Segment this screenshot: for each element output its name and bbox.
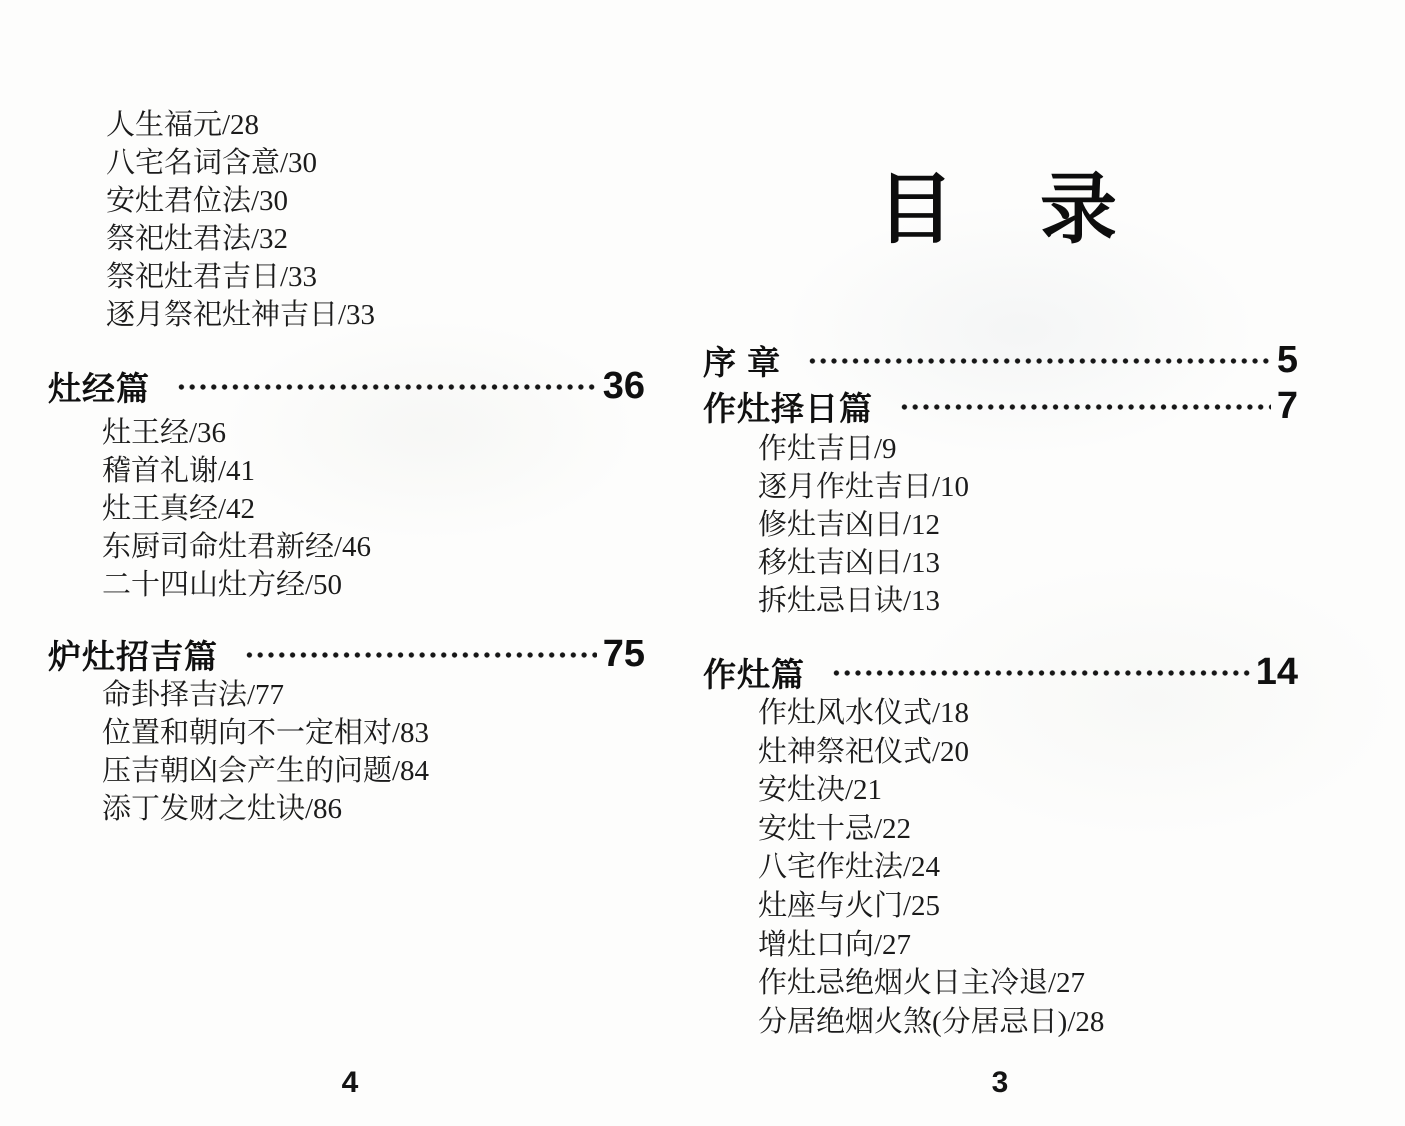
toc-entry: 八宅名词含意/30	[106, 147, 318, 179]
section-page-number: 5	[1276, 339, 1298, 381]
toc-entry: 位置和朝向不一定相对/83	[102, 717, 430, 749]
toc-entry: 分居绝烟火煞(分居忌日)/28	[758, 1005, 1105, 1038]
section-header-row	[48, 631, 645, 677]
toc-entry: 祭祀灶君吉日/33	[106, 261, 318, 293]
section-title: 作灶择日篇	[703, 389, 873, 427]
section-page-number: 75	[602, 633, 645, 675]
toc-entry: 拆灶忌日诀/13	[758, 585, 941, 617]
toc-entry: 安灶十忌/22	[758, 812, 912, 845]
section-title: 序 章	[703, 343, 782, 381]
section-header-row	[703, 649, 1298, 695]
toc-entry: 移灶吉凶日/13	[758, 547, 941, 579]
toc-entry: 二十四山灶方经/50	[102, 569, 343, 601]
dot-leader	[831, 665, 1250, 681]
toc-entry: 添丁发财之灶诀/86	[102, 793, 343, 825]
toc-entry: 逐月祭祀灶神吉日/33	[106, 299, 376, 331]
toc-entry: 作灶风水仪式/18	[758, 697, 970, 729]
toc-entry: 八宅作灶法/24	[758, 851, 941, 884]
section-title: 灶经篇	[48, 369, 150, 407]
toc-entry: 修灶吉凶日/12	[758, 509, 941, 541]
folio-page-number-left: 4	[341, 1066, 359, 1099]
section-item-list	[758, 694, 1104, 1041]
section-header-row	[703, 337, 1298, 383]
section-item-list	[758, 430, 969, 620]
toc-entry: 人生福元/28	[106, 109, 260, 141]
section-item-list	[102, 676, 429, 828]
toc-main-title: 目录	[877, 167, 1203, 253]
toc-entry: 东厨司命灶君新经/46	[102, 531, 372, 563]
toc-entry: 命卦择吉法/77	[102, 679, 285, 711]
dot-leader	[176, 379, 597, 395]
toc-entry: 祭祀灶君法/32	[106, 223, 289, 255]
dot-leader	[899, 399, 1271, 415]
toc-entry: 逐月作灶吉日/10	[758, 471, 970, 503]
toc-entry: 灶王经/36	[102, 417, 227, 449]
section-page-number: 36	[602, 365, 645, 407]
toc-entry: 灶神祭祀仪式/20	[758, 735, 970, 768]
section-title: 炉灶招吉篇	[48, 637, 218, 675]
toc-entry: 稽首礼谢/41	[102, 455, 256, 487]
section-page-number: 14	[1255, 651, 1298, 693]
toc-entry: 作灶吉日/9	[758, 433, 897, 465]
toc-entry: 安灶君位法/30	[106, 185, 289, 217]
toc-entry: 安灶决/21	[758, 774, 883, 807]
left-intro-item-list	[106, 106, 375, 334]
folio-page-number-right: 3	[991, 1066, 1009, 1099]
section-page-number: 7	[1276, 385, 1298, 427]
toc-entry: 灶王真经/42	[102, 493, 256, 525]
toc-entry: 灶座与火门/25	[758, 889, 941, 922]
section-title: 作灶篇	[703, 655, 805, 693]
toc-entry: 压吉朝凶会产生的问题/84	[102, 755, 430, 787]
dot-leader	[807, 353, 1271, 369]
section-header-row	[703, 383, 1298, 429]
toc-entry: 增灶口向/27	[758, 928, 912, 961]
toc-entry: 作灶忌绝烟火日主冷退/27	[758, 967, 1086, 1000]
section-item-list	[102, 414, 371, 604]
section-header-row	[48, 363, 645, 409]
dot-leader	[244, 647, 597, 663]
